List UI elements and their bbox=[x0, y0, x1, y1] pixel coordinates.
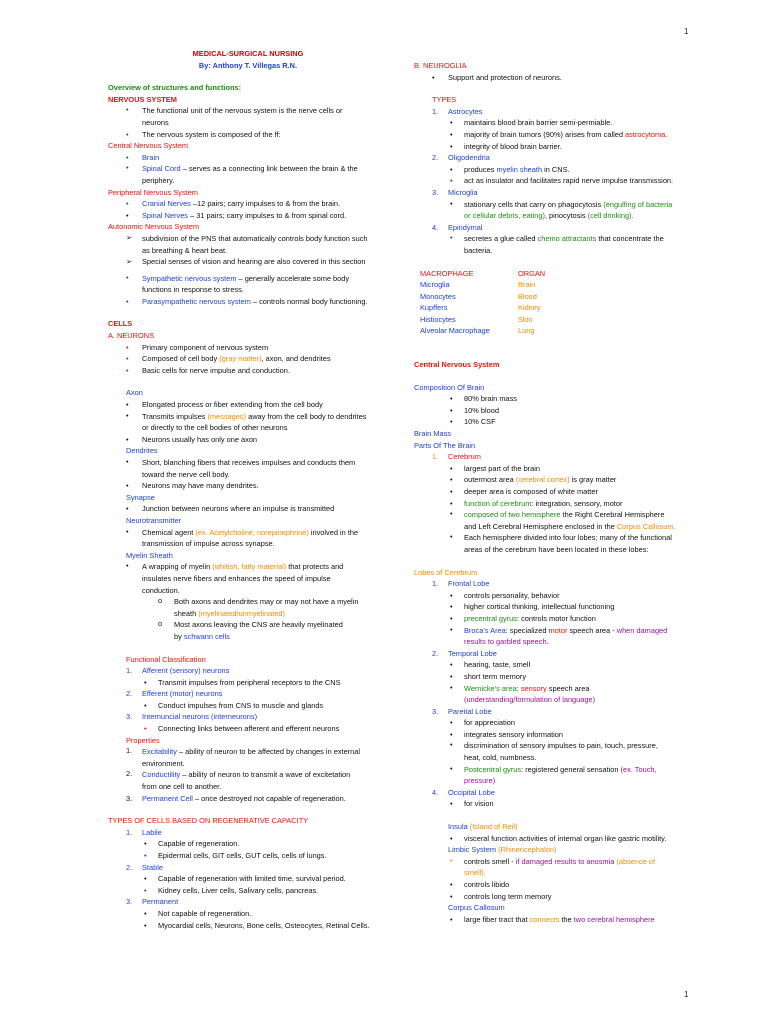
regenerative-types-heading: TYPES OF CELLS BASED ON REGENERATIVE CAPACITY bbox=[108, 816, 309, 826]
insula-heading: Insula (Island of Reil) bbox=[448, 822, 518, 832]
table-row: Microglia Brain bbox=[420, 280, 536, 290]
list-item: • Conduct impulses from CNS to muscle and glands bbox=[144, 700, 324, 710]
list-item: • stationary cells that carry on phagocytosis (engulfing of bacteria or cellular debris, eating), pinocytosis (cell drinking). bbox=[450, 198, 673, 221]
types-heading: TYPES bbox=[432, 95, 457, 105]
list-item: • large fiber tract that connects the two cerebral hemisphere bbox=[450, 914, 655, 924]
neurotransmitter-heading: Neurotransmitter bbox=[126, 515, 182, 525]
synapse-heading: Synapse bbox=[126, 492, 155, 502]
list-item: • Sympathetic nervous system – generally accelerate some body functions in response to stress. bbox=[126, 272, 350, 295]
list-item: • A wrapping of myelin (whitish, fatty material) that protects and insulates nerve fibers and enhances the speed of impulse conduction. bbox=[126, 561, 344, 595]
list-item: • Chemical agent (ex. Acetylcholine, norepinephrine) involved in the transmission of impulse across synapse. bbox=[126, 526, 359, 549]
list-item: • Epidermal cells, GIT cells, GUT cells, cells of lungs. bbox=[144, 851, 327, 860]
list-item: 3. Permanent Cell – once destroyed not capable of regeneration. bbox=[126, 793, 346, 803]
list-item: • Elongated process or fiber extending from the cell body bbox=[126, 400, 323, 410]
list-item: • Spinal Nerves – 31 pairs; carry impulses to & from spinal cord. bbox=[126, 210, 347, 220]
list-item: • integrates sensory information bbox=[450, 729, 564, 739]
list-item: 4. Epindymal bbox=[432, 222, 483, 232]
list-item: o Most axons leaving the CNS are heavily myelinated by schwann cells bbox=[158, 619, 343, 641]
list-item: • Basic cells for nerve impulse and conduction. bbox=[126, 365, 290, 375]
axon-heading: Axon bbox=[126, 388, 143, 398]
parts-heading: Parts Of The Brain bbox=[414, 440, 476, 450]
list-item: • Myocardial cells, Neurons, Bone cells, Osteocytes, Retinal Cells. bbox=[144, 920, 370, 930]
list-item: • visceral function activities of internal organ like gastric motility. bbox=[450, 833, 667, 843]
list-item: • largest part of the brain bbox=[450, 463, 541, 473]
list-item: 2. Oligodendria bbox=[432, 153, 490, 163]
list-item: • discrimination of sensory impulses to pain, touch, pressure, heat, cold, numbness. bbox=[450, 740, 658, 763]
list-item: • 80% brain mass bbox=[450, 394, 517, 404]
list-item: • Transmits impulses (messages) away from the cell body to dendrites or directly to the cell bodies of other neurons bbox=[126, 410, 367, 433]
list-item: • Spinal Cord – serves as a connecting link between the brain & the periphery. bbox=[126, 163, 358, 185]
functional-classification-heading: Functional Classification bbox=[126, 654, 206, 664]
list-item: • majority of brain tumors (90%) arises from called astrocytoma. bbox=[450, 129, 668, 139]
ans-heading: Autonomic Nervous System bbox=[108, 222, 200, 232]
list-item: • Junction between neurons where an impulse is transmitted bbox=[126, 504, 335, 514]
list-item: • controls libido bbox=[450, 880, 510, 889]
list-item: • Connecting links between afferent and efferent neurons bbox=[144, 724, 340, 734]
list-item: • Broca’s Area: specialized motor speech area - when damaged results to garbled speech. bbox=[450, 624, 668, 647]
cns-heading: Central Nervous System bbox=[108, 141, 189, 151]
macrophage-table bbox=[420, 268, 545, 338]
limbic-heading: Limbic System (Rhinencephalon) bbox=[448, 845, 557, 855]
myelin-heading: Myelin Sheath bbox=[126, 550, 173, 560]
list-item: • Parasympathetic nervous system – controls normal body functioning. bbox=[126, 296, 368, 306]
overview-heading: Overview of structures and functions: bbox=[108, 83, 242, 93]
cells-heading: CELLS bbox=[108, 319, 133, 329]
table-row: Monocytes Blood bbox=[420, 291, 537, 301]
list-item: 2. Efferent (motor) neurons bbox=[126, 689, 223, 699]
page-number-top: 1 bbox=[684, 27, 689, 36]
table-row: Alveolar Macrophage Lung bbox=[420, 326, 535, 336]
list-item: • Transmit impulses from peripheral receptors to the CNS bbox=[144, 677, 341, 687]
list-item: • Neurons usually has only one axon bbox=[126, 434, 258, 444]
list-item: ➢ subdivision of the PNS that automatically controls body function such as breathing & heart beat. bbox=[126, 232, 368, 255]
list-item: • hearing, taste, smell bbox=[450, 660, 531, 670]
list-item: • 10% CSF bbox=[450, 417, 496, 427]
list-item: 2. Conductility – ability of neuron to transmit a wave of excitetation from one cell to another. bbox=[126, 769, 351, 792]
list-item: • Postcentral gyrus: registered general sensation (ex. Touch, pressure) bbox=[450, 763, 657, 786]
properties-heading: Properties bbox=[126, 735, 160, 745]
brain-mass-heading: Brain Mass bbox=[414, 429, 451, 439]
list-item: • Capable of regeneration with limited time, survival period. bbox=[144, 874, 346, 884]
list-item: • controls long term memory bbox=[450, 891, 552, 901]
list-item: • act as insulator and facilitates rapid nerve impulse transmission. bbox=[450, 176, 674, 186]
list-item: • higher cortical thinking, intellectual functioning bbox=[450, 602, 615, 612]
list-item: 1. Afferent (sensory) neurons bbox=[126, 666, 230, 676]
list-item: • Each hemisphere divided into four lobes; many of the functional areas of the cerebrum have been located in these lobes: bbox=[450, 532, 672, 554]
list-item: • precentral gyrus: controls motor function bbox=[450, 613, 596, 623]
list-item: • Composed of cell body (gray matter), axon, and dendrites bbox=[126, 354, 331, 364]
list-item: • short term memory bbox=[450, 671, 527, 681]
composition-heading: Composition Of Brain bbox=[414, 382, 485, 392]
list-item: • The nervous system is composed of the ff: bbox=[126, 129, 281, 139]
list-item: • function of cerebrum: integration, sensory, motor bbox=[450, 498, 623, 508]
document-title: MEDICAL-SURGICAL NURSING bbox=[192, 49, 304, 58]
list-item: 3. Internuncial neurons (interneurons) bbox=[126, 712, 258, 722]
list-item: • Support and protection of neurons. bbox=[432, 72, 562, 82]
table-row: Histiocytes Skin bbox=[420, 314, 533, 324]
neurons-heading: A. NEURONS bbox=[108, 331, 154, 341]
list-item: 1. Cerebrum bbox=[432, 452, 481, 462]
right-column bbox=[414, 60, 696, 925]
list-item: 3. Pareital Lobe bbox=[432, 706, 492, 716]
list-item: • outermost area (cerebral cortex) is gray matter bbox=[450, 475, 617, 485]
table-row: Kupffers Kidney bbox=[420, 303, 541, 313]
list-item: 2. Temporal Lobe bbox=[432, 648, 497, 658]
list-item: 1. Frontal Lobe bbox=[432, 579, 490, 589]
table-header-row: MACROPHAGE ORGAN bbox=[420, 268, 546, 278]
list-item: • maintains blood brain barrier semi-permiable. bbox=[450, 118, 613, 128]
list-item: 3. Permanent bbox=[126, 897, 179, 907]
list-item: 3. Microglia bbox=[432, 187, 478, 197]
list-item: • Not capable of regeneration. bbox=[144, 908, 252, 918]
list-item: • Short, blanching fibers that receives impulses and conducts them toward the nerve cell body. bbox=[126, 457, 356, 479]
list-item: • deeper area is composed of white matter bbox=[450, 487, 598, 496]
list-item: • 10% blood bbox=[450, 405, 499, 415]
list-item: ➢ Special senses of vision and hearing are also covered in this section bbox=[126, 257, 366, 267]
list-item: o Both axons and dendrites may or may not have a myelin sheath (myelinated/unmyelinated) bbox=[158, 596, 359, 618]
author-byline: By: Anthony T. Villegas R.N. bbox=[198, 60, 298, 70]
list-item: • controls smell - if damaged results to anosmia (absence of smell). bbox=[450, 855, 656, 878]
list-item: 1. Astrocytes bbox=[432, 106, 483, 116]
list-item: • for vision bbox=[450, 799, 494, 809]
list-item: • composed of two hemisphere the Right Cerebral Hemisphere and Left Cerebral Hemisphere enclosed in the Corpus Callosum. bbox=[450, 509, 676, 531]
list-item: 1. Excitability – ability of neuron to be affected by changes in external environment. bbox=[126, 746, 361, 768]
list-item: • The functional unit of the nervous system is the nerve cells or neurons bbox=[126, 105, 343, 127]
list-item: • Kidney cells, Liver cells, Salivary cells, pancreas. bbox=[144, 885, 319, 895]
list-item: • Cranial Nerves –12 pairs; carry impulses to & from the brain. bbox=[126, 199, 340, 209]
left-column bbox=[108, 48, 388, 931]
list-item: • Capable of regeneration. bbox=[144, 839, 240, 849]
list-item: • controls personality, behavior bbox=[450, 590, 560, 600]
list-item: • for appreciation bbox=[450, 718, 515, 728]
list-item: • secretes a glue called chemo attractants that concentrate the bacteria. bbox=[450, 233, 664, 255]
list-item: 1. Labile bbox=[126, 827, 162, 837]
list-item: 2. Stable bbox=[126, 862, 163, 872]
list-item: • Wernicke’s area: sensory speech area (understanding/formulation of language) bbox=[450, 682, 596, 705]
nervous-system-heading: NERVOUS SYSTEM bbox=[108, 94, 177, 104]
list-item: • Neurons may have many dendrites. bbox=[126, 481, 259, 491]
dendrites-heading: Dendrites bbox=[126, 446, 158, 456]
neuroglia-heading: B. NEUROGLIA bbox=[414, 61, 467, 70]
lobes-heading: Lobes of Cerebrum bbox=[414, 567, 478, 577]
list-item: • produces myelin sheath in CNS. bbox=[450, 164, 570, 174]
list-item: • integrity of blood brain barrier. bbox=[450, 141, 562, 151]
list-item: 4. Occipital Lobe bbox=[432, 787, 495, 797]
page-number-bottom: 1 bbox=[684, 990, 689, 999]
pns-heading: Peripheral Nervous System bbox=[108, 187, 198, 197]
corpus-callosum-heading: Corpus Callosum bbox=[448, 903, 505, 913]
list-item: • Primary component of nervous system bbox=[126, 342, 269, 352]
list-item: • Brain bbox=[126, 152, 160, 162]
cns-section-heading: Central Nervous System bbox=[414, 360, 500, 370]
